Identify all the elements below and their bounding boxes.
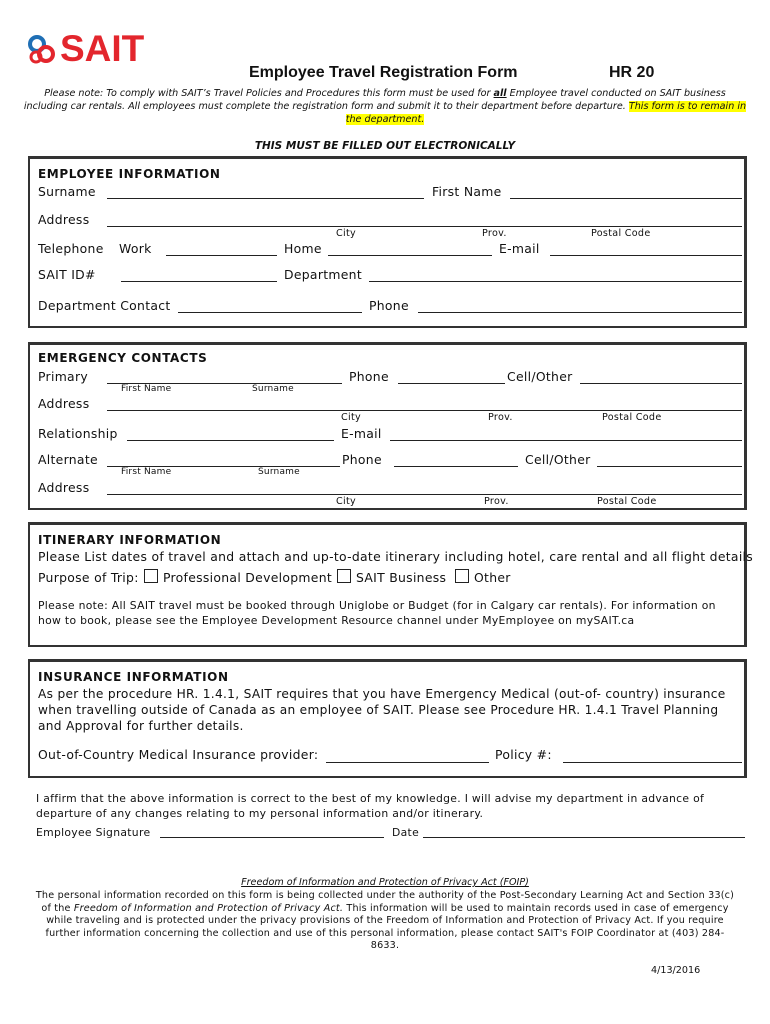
alternate-phone-field[interactable] <box>394 454 518 467</box>
surname-field[interactable] <box>107 186 424 199</box>
emergency-email-label: E-mail <box>341 426 382 441</box>
insurance-heading: INSURANCE INFORMATION <box>38 670 229 684</box>
alternate-label: Alternate <box>38 452 98 467</box>
department-field[interactable] <box>369 269 742 282</box>
primary-city-caption: City <box>341 412 362 423</box>
primary-first-name-caption: First Name <box>121 384 172 394</box>
home-label: Home <box>284 241 322 256</box>
address-label: Address <box>38 212 90 227</box>
form-title: Employee Travel Registration Form <box>249 64 518 81</box>
sait-id-field[interactable] <box>121 269 277 282</box>
email-label: E-mail <box>499 241 540 256</box>
emergency-email-field[interactable] <box>390 428 742 441</box>
dept-phone-field[interactable] <box>418 300 742 313</box>
emergency-heading: EMERGENCY CONTACTS <box>38 351 208 365</box>
primary-cell-label: Cell/Other <box>507 369 573 384</box>
foip-title: Freedom of Information and Protection of Privacy Act (FOIP) <box>241 877 529 888</box>
primary-name-field[interactable] <box>107 370 342 384</box>
policy-number-label: Policy #: <box>495 747 552 762</box>
first-name-label: First Name <box>432 184 502 199</box>
address-field[interactable] <box>107 213 742 227</box>
alternate-cell-field[interactable] <box>597 454 742 467</box>
foip-text: The personal information recorded on this form is being collected under the authority of the Post-Secondary Learning Act and Section 33(c) of the Freedom of Information and Protection of Privacy Act. This information will be used to maintain records used in case of emergency while traveling and is protected under the privacy provisions of the Freedom of Information and Protection of Privacy Act. If you require further information concerning the collection and use of this personal information, please contact SAIT's FOIP Coordinator at (403) 284-8633. <box>35 890 735 952</box>
travel-policy-note: Please note: To comply with SAIT’s Travel Policies and Procedures this form must be used for all Employee travel conducted on SAIT business including car rentals. All employees must complete the registration form and submit it to their department before departure. This form is to remain in the department. <box>23 88 747 125</box>
sait-logo <box>26 30 156 70</box>
home-phone-field[interactable] <box>328 243 492 256</box>
other-checkbox[interactable] <box>455 569 469 583</box>
alternate-postal-caption: Postal Code <box>597 496 657 507</box>
sait-business-checkbox[interactable] <box>337 569 351 583</box>
professional-development-label: Professional Development <box>163 570 333 585</box>
primary-address-label: Address <box>38 396 90 411</box>
city-caption: City <box>336 228 357 239</box>
primary-phone-field[interactable] <box>398 370 505 384</box>
policy-number-field[interactable] <box>563 748 742 763</box>
department-label: Department <box>284 267 362 282</box>
work-label: Work <box>119 241 152 256</box>
itinerary-heading: ITINERARY INFORMATION <box>38 533 222 547</box>
primary-label: Primary <box>38 369 88 384</box>
dept-phone-label: Phone <box>369 298 409 313</box>
relationship-field[interactable] <box>127 428 334 441</box>
telephone-label: Telephone <box>38 241 104 256</box>
employee-heading: EMPLOYEE INFORMATION <box>38 167 221 181</box>
affirmation-text: I affirm that the above information is correct to the best of my knowledge. I will advise my department in advance of departure of any changes relating to my personal information and/or itinerary. <box>36 792 705 820</box>
alternate-city-caption: City <box>336 496 357 507</box>
other-label: Other <box>474 570 511 585</box>
alternate-address-field[interactable] <box>107 481 742 495</box>
first-name-field[interactable] <box>510 186 742 199</box>
sait-business-label: SAIT Business <box>356 570 447 585</box>
primary-address-field[interactable] <box>107 397 742 411</box>
revision-date: 4/13/2016 <box>651 965 701 976</box>
primary-cell-field[interactable] <box>580 370 742 384</box>
highlighted-note: This form is to remain in the department. <box>345 101 747 125</box>
signature-label: Employee Signature <box>36 826 151 839</box>
alternate-surname-caption: Surname <box>258 467 300 477</box>
primary-prov-caption: Prov. <box>488 412 513 423</box>
postal-caption: Postal Code <box>591 228 651 239</box>
insurance-provider-field[interactable] <box>326 748 489 763</box>
form-number: HR 20 <box>609 64 655 81</box>
prov-caption: Prov. <box>482 228 507 239</box>
surname-label: Surname <box>38 184 96 199</box>
booking-note: Please note: All SAIT travel must be booked through Uniglobe or Budget (for in Calgary car rentals). For information on how to book, please see the Employee Development Resource channel under MyEmployee on mySAIT.ca <box>38 599 716 627</box>
insurance-provider-label: Out-of-Country Medical Insurance provider: <box>38 747 319 762</box>
alternate-address-label: Address <box>38 480 90 495</box>
email-field[interactable] <box>550 243 742 256</box>
primary-phone-label: Phone <box>349 369 389 384</box>
date-label: Date <box>392 826 420 839</box>
primary-surname-caption: Surname <box>252 384 294 394</box>
electronic-notice: THIS MUST BE FILLED OUT ELECTRONICALLY <box>254 140 516 152</box>
alternate-prov-caption: Prov. <box>484 496 509 507</box>
logo-text: SAIT <box>60 28 145 69</box>
itinerary-instructions: Please List dates of travel and attach and up-to-date itinerary including hotel, care rental and all flight details <box>38 549 754 564</box>
dept-contact-label: Department Contact <box>38 298 171 313</box>
sait-logo-icon <box>26 32 60 68</box>
relationship-label: Relationship <box>38 426 118 441</box>
signature-field[interactable] <box>160 825 384 838</box>
work-phone-field[interactable] <box>166 243 277 256</box>
alternate-phone-label: Phone <box>342 452 382 467</box>
sait-id-label: SAIT ID# <box>38 267 96 282</box>
alternate-first-name-caption: First Name <box>121 467 172 477</box>
alternate-name-field[interactable] <box>107 454 340 467</box>
insurance-text: As per the procedure HR. 1.4.1, SAIT requires that you have Emergency Medical (out-of- country) insurance when travelling outside of Canada as an employee of SAIT. Please see Procedure HR. 1.4.1 Travel Planning and Approval for further details. <box>38 687 726 733</box>
purpose-label: Purpose of Trip: <box>38 570 139 585</box>
primary-postal-caption: Postal Code <box>602 412 662 423</box>
alternate-cell-label: Cell/Other <box>525 452 591 467</box>
date-field[interactable] <box>423 825 745 838</box>
professional-development-checkbox[interactable] <box>144 569 158 583</box>
dept-contact-field[interactable] <box>178 300 362 313</box>
